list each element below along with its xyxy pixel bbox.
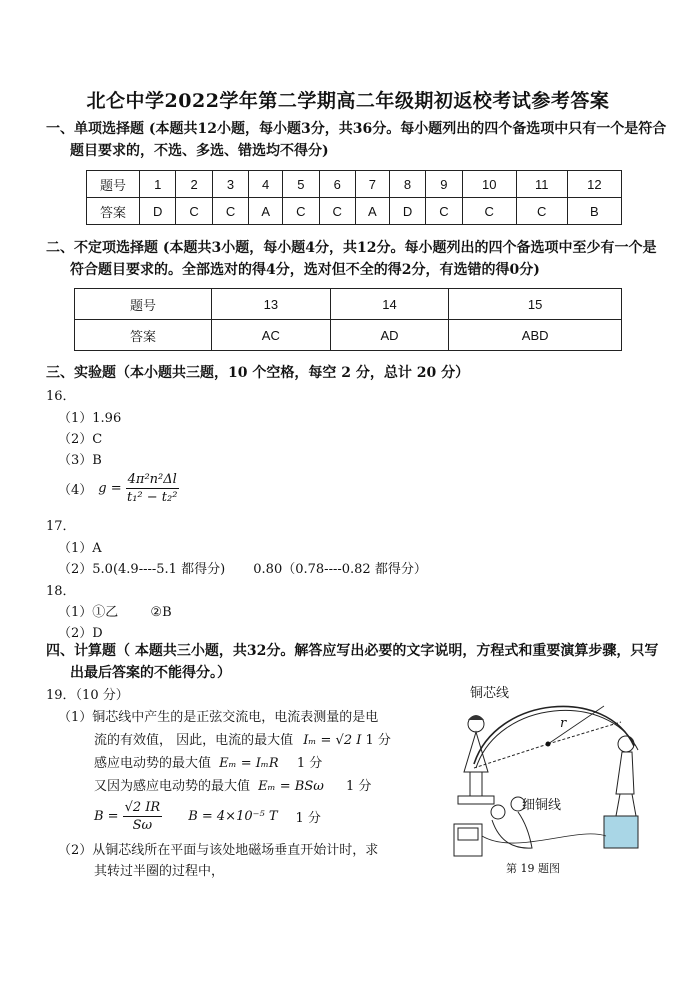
q19-part1-line2 (94, 729, 391, 748)
answer-cell: B (567, 198, 621, 225)
q19-b-fraction (123, 800, 163, 833)
fig-label-radius: r (560, 716, 567, 731)
q19-figure (436, 676, 654, 876)
q18-answer-2: （2）D (58, 626, 103, 641)
section2-answer-table (74, 288, 622, 351)
answer-label-cell: 答案 (75, 320, 212, 351)
q19-score: 1 分 (345, 779, 372, 794)
answer-cell: A (249, 198, 283, 225)
section4-line2: 出最后答案的不能得分。） (70, 665, 231, 681)
q16-answer-4 (58, 472, 179, 505)
answer-cell: A (355, 198, 389, 225)
q16-4-fraction (126, 472, 179, 505)
answer-cell: C (319, 198, 355, 225)
answer-cell: ABD (449, 320, 622, 351)
answer-cell: C (462, 198, 516, 225)
page-title: 北仑中学2022学年第二学期高二年级期初返校考试参考答案 (86, 90, 610, 112)
number-cell: 5 (283, 171, 319, 198)
q17-answer-1: （1）A (58, 541, 102, 556)
table-row-numbers (87, 171, 622, 198)
answer-cell: D (389, 198, 425, 225)
q19-formula-em2: Eₘ = BSω (258, 779, 324, 794)
section4-line1: 四、计算题（ 本题共三小题，共32分。解答应写出必要的文字说明，方程式和重要演算步骤，只写 (46, 643, 659, 659)
q19-text: 流的有效值， 因此，电流的最大值 (94, 733, 294, 748)
table-row-answers (87, 198, 622, 225)
number-cell: 9 (426, 171, 462, 198)
q18-answer-1 (58, 601, 172, 620)
answer-cell: C (516, 198, 567, 225)
number-cell: 12 (567, 171, 621, 198)
q19-text: 又因为感应电动势的最大值 (94, 779, 251, 794)
q19-score: 1 分 (296, 756, 323, 771)
table-row-answers (75, 320, 622, 351)
q18-1-secondary: ②B (150, 605, 172, 620)
q19-score: 1 分 (365, 733, 391, 748)
header-label-cell: 题号 (87, 171, 140, 198)
q19-b-value: B = 4×10⁻⁵ T (188, 809, 278, 824)
q19-part1-line1: （1）铜芯线中产生的是正弦交流电，电流表测量的是电 (58, 710, 379, 725)
number-cell: 15 (449, 289, 622, 320)
number-cell: 13 (212, 289, 331, 320)
answer-cell: AC (212, 320, 331, 351)
answer-cell: D (140, 198, 176, 225)
q17-answer-2 (58, 558, 427, 577)
q19-score: 1 分 (295, 811, 321, 826)
question-19-label: 19．（10 分） (46, 688, 129, 703)
q19-part2-line2: 其转过半圈的过程中， (94, 864, 225, 879)
number-cell: 7 (355, 171, 389, 198)
q19-formula-im: Iₘ = √2 I (303, 733, 362, 748)
section1-answer-table (86, 170, 622, 225)
q16-4-label: （4） (58, 483, 93, 498)
section1-heading (46, 118, 666, 162)
q16-answer-1: （1）1.96 (58, 411, 122, 426)
section1-line1: 一、单项选择题 (本题共12小题，每小题3分，共36分。每小题列出的四个备选项中只有一个是符合 (46, 121, 667, 137)
number-cell: 2 (176, 171, 212, 198)
section2-heading (46, 237, 656, 281)
number-cell: 1 (140, 171, 176, 198)
q16-4-denominator: t₁² − t₂² (126, 490, 178, 505)
answer-cell: C (212, 198, 248, 225)
q17-2-secondary: 0.80（0.78----0.82 都得分） (253, 562, 427, 577)
answer-cell: C (176, 198, 212, 225)
number-cell: 11 (516, 171, 567, 198)
section2-line1: 二、不定项选择题 (本题共3小题，每小题4分，共12分。每小题列出的四个备选项中至少有一个是 (46, 240, 657, 256)
q19-b-numerator: √2 IR (124, 800, 161, 815)
q19-part1-result (94, 800, 321, 833)
fig-caption: 第 19 题图 (506, 862, 560, 875)
answer-label-cell: 答案 (87, 198, 140, 225)
q17-2-main: （2）5.0(4.9----5.1 都得分) (58, 562, 226, 577)
number-cell: 10 (462, 171, 516, 198)
number-cell: 3 (212, 171, 248, 198)
q19-part1-line4 (94, 775, 371, 794)
header-label-cell: 题号 (75, 289, 212, 320)
q19-text: 感应电动势的最大值 (94, 756, 212, 771)
q19-b-denominator: Sω (132, 818, 153, 833)
number-cell: 6 (319, 171, 355, 198)
q19-b-lhs: B = (94, 809, 119, 824)
q19-formula-em: Eₘ = IₘR (219, 756, 279, 771)
section1-line2: 题目要求的，不选、多选、错选均不得分) (70, 143, 329, 159)
answer-cell: AD (330, 320, 449, 351)
number-cell: 14 (330, 289, 449, 320)
q19-part2-line1: （2）从铜芯线所在平面与该处地磁场垂直开始计时，求 (58, 843, 379, 858)
section3-heading: 三、实验题（本小题共三题，10 个空格，每空 2 分，总计 20 分） (46, 365, 470, 381)
q16-4-lhs: g = (98, 481, 122, 496)
answer-cell: C (283, 198, 319, 225)
q19-part1-line3 (94, 752, 322, 771)
question-16-label: 16． (46, 389, 76, 404)
fig-label-copper-wire: 铜芯线 (470, 686, 510, 701)
q19-figure-illustration (436, 676, 654, 876)
q16-answer-3: （3）B (58, 453, 102, 468)
question-17-label: 17． (46, 519, 76, 534)
section2-line2: 符合题目要求的。全部选对的得4分，选对但不全的得2分，有选错的得0分) (70, 262, 540, 278)
fig-label-thin-wire: 细铜线 (522, 798, 562, 813)
q16-answer-2: （2）C (58, 432, 103, 447)
question-18-label: 18． (46, 584, 76, 599)
q18-1-main: （1）①乙 (58, 605, 119, 620)
table-row-numbers (75, 289, 622, 320)
number-cell: 4 (249, 171, 283, 198)
q16-4-numerator: 4π²n²Δl (127, 472, 177, 487)
number-cell: 8 (389, 171, 425, 198)
answer-cell: C (426, 198, 462, 225)
